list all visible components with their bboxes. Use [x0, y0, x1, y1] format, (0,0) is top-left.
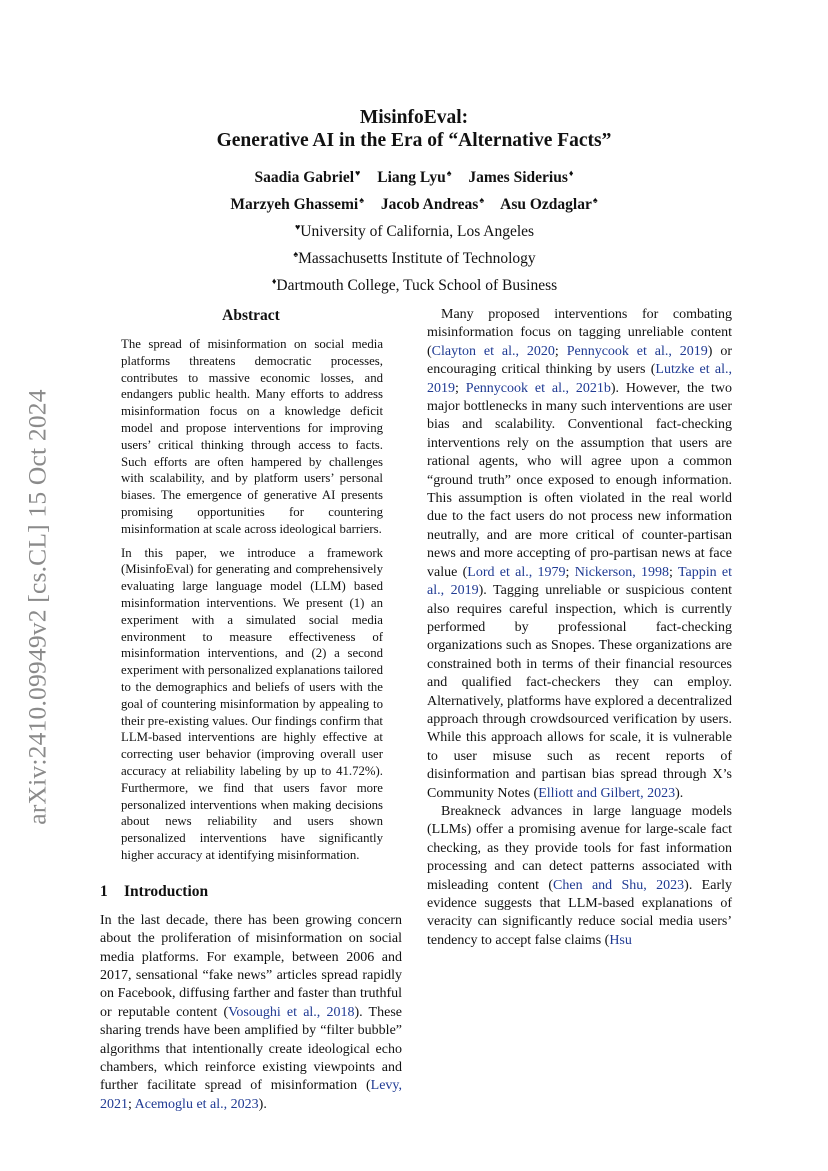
affiliation-name: University of California, Los Angeles [300, 223, 535, 240]
citation-link[interactable]: Nickerson, 1998 [574, 564, 670, 580]
paragraph-text: ; [128, 1096, 135, 1112]
spade-affiliation-mark: ♠ [293, 249, 299, 259]
paragraph-text: ; [669, 564, 678, 580]
diamond-affiliation-mark: ♦ [568, 168, 574, 178]
citation-link[interactable]: Pennycook et al., 2021b [465, 380, 611, 396]
author-name: James Siderius [468, 169, 568, 186]
paragraph-text: ) or encouraging critical thinking by users ( [427, 343, 733, 378]
title-line-1: MisinfoEval: [359, 107, 469, 128]
paragraph-text: ). [258, 1096, 267, 1112]
spade-affiliation-mark: ♠ [359, 195, 364, 205]
arxiv-identifier-text: arXiv:2410.09949v2 [cs.CL] 15 Oct 2024 [23, 389, 52, 825]
abstract-paragraph: In this paper, we introduce a framework (MisinfoEval) for generating and comprehensively evaluating large language model (LLM) based misinformation interventions. We present (1) an experiment with a simulated social media environment to measure effectiveness of misinformation interventions, and (2) a second experiment with personalized explanations tailored to the demographics and beliefs of users with the goal of countering misinformation by appealing to their pre-existing values. Our findings confirm that LLM-based interventions are highly effective at correcting user behavior (improving overall user accuracy at reliability labeling by up to 41.72%). Furthermore, we find that users favor more personalized interventions when making decisions about news reliability and users shown personalized interventions have significantly higher accuracy at identifying misinformation. [121, 545, 383, 862]
citation-link[interactable]: Pennycook et al., 2019 [566, 343, 708, 359]
affiliation [120, 270, 708, 297]
paragraph-text: ). However, the two major bottlenecks in many such interventions are user bias and scalability. Conventional fact-checking interventions rely on the assumption that users are rational agents, who will agree upon a common “ground truth” once exposed to enough information. This assumption is often violated in the real world due to the fact users do not process new information neutrally, and are more critical of counter-partisan news and more accepting of pro-partisan news at face value ( [427, 380, 733, 580]
citation-link[interactable]: Hsu [609, 932, 632, 948]
affiliation-name: Massachusetts Institute of Technology [298, 250, 536, 267]
citation-link[interactable]: Tappin et al., 2019 [427, 564, 733, 599]
section-heading-introduction [100, 882, 402, 902]
citation-link[interactable]: Chen and Shu, 2023 [553, 877, 685, 893]
section-number: 1 [100, 882, 108, 900]
author-name: Liang Lyu [377, 169, 446, 186]
affiliation [120, 216, 708, 243]
arxiv-identifier-stamp [18, 367, 58, 847]
affiliation-list [120, 216, 708, 297]
paragraph-text: ; [565, 564, 575, 580]
spade-affiliation-mark: ♠ [479, 195, 485, 205]
left-column [100, 306, 402, 1114]
author-list [120, 162, 708, 216]
intro-body-left [100, 912, 402, 1114]
paragraph-text: In the last decade, there has been growing concern about the proliferation of misinformation on social media platforms. For example, between 2006 and 2017, sensational “fake news” articles spread rapidly on Facebook, diffusing farther and faster than truthful or reputable content ( [100, 912, 402, 1020]
paragraph-text: ). Early evidence suggests that LLM-based explanations of veracity can significantly reduce social media users’ tendency to accept false claims ( [427, 877, 732, 948]
abstract-heading: Abstract [222, 307, 280, 324]
heart-affiliation-mark: ♥ [294, 222, 301, 232]
intro-paragraph-2 [427, 306, 732, 803]
paragraph-text: Breakneck advances in large language models (LLMs) offer a promising avenue for large-scale fact checking, as they provide tools for fast information processing and can detect patterns associated with misleading content ( [427, 803, 732, 893]
diamond-affiliation-mark: ♦ [271, 276, 277, 286]
spade-affiliation-mark: ♠ [592, 195, 598, 205]
heart-affiliation-mark: ♥ [355, 168, 361, 178]
citation-link[interactable]: Lutzke et al., 2019 [427, 362, 732, 396]
author-row-2 [120, 189, 708, 216]
paper-title [120, 106, 708, 152]
paragraph-text: Many proposed interventions for combating misinformation focus on tagging unreliable content ( [427, 307, 732, 359]
right-column [427, 306, 732, 950]
author-name: Marzyeh Ghassemi [230, 196, 359, 213]
abstract-body [121, 336, 383, 864]
spade-affiliation-mark: ♠ [446, 168, 452, 178]
paragraph-text: ). [675, 785, 684, 801]
intro-paragraph-1 [100, 912, 402, 1114]
citation-link[interactable]: Lord et al., 1979 [467, 564, 566, 580]
paragraph-text: ). These sharing trends have been amplified by “filter bubble” algorithms that intentionally create ideological echo chambers, which reinforce existing viewpoints and further facilitate spread of misinformation ( [100, 1004, 402, 1094]
author-name: Asu Ozdaglar [500, 196, 592, 213]
author-name: Saadia Gabriel [254, 169, 355, 186]
paragraph-text: ; [554, 343, 567, 359]
title-line-2: Generative AI in the Era of “Alternative Facts” [216, 130, 612, 151]
intro-paragraph-3 [427, 803, 732, 950]
citation-link[interactable]: Acemoglu et al., 2023 [134, 1096, 259, 1112]
citation-link[interactable]: Vosoughi et al., 2018 [228, 1004, 355, 1020]
section-title: Introduction [124, 882, 209, 900]
affiliation-name: Dartmouth College, Tuck School of Business [276, 277, 558, 294]
abstract-paragraph: The spread of misinformation on social media platforms threatens democratic processes, contributes to massive economic losses, and endangers public health. Many efforts to address misinformation focus on a knowledge deficit model and propose interventions for improving users’ critical thinking through access to facts. Such efforts are often hampered by challenges with scalability, and by platform users’ personal biases. The emergence of generative AI presents promising opportunities for countering misinformation at scale across ideological barriers. [121, 337, 383, 536]
author-name: Jacob Andreas [380, 196, 479, 213]
citation-link[interactable]: Levy, 2021 [100, 1078, 402, 1112]
citation-link[interactable]: Elliott and Gilbert, 2023 [538, 785, 676, 801]
paragraph-text: ). Tagging unreliable or suspicious content also requires careful inspection, which is currently performed by professional fact-checking organizations such as Snopes. These organizations are constrained both in terms of their financial resources and qualified fact-checkers they can employ. Alternatively, platforms have explored a decentralized approach through crowdsourced verification by users. While this approach allows for scale, it is vulnerable to user misuse such as recent reports of disinformation and partisan bias spread through X’s Community Notes ( [427, 583, 732, 801]
author-row-1 [120, 162, 708, 189]
title-block [120, 106, 708, 297]
paragraph-text: ; [455, 380, 466, 396]
citation-link[interactable]: Clayton et al., 2020 [431, 343, 555, 359]
affiliation [120, 243, 708, 270]
